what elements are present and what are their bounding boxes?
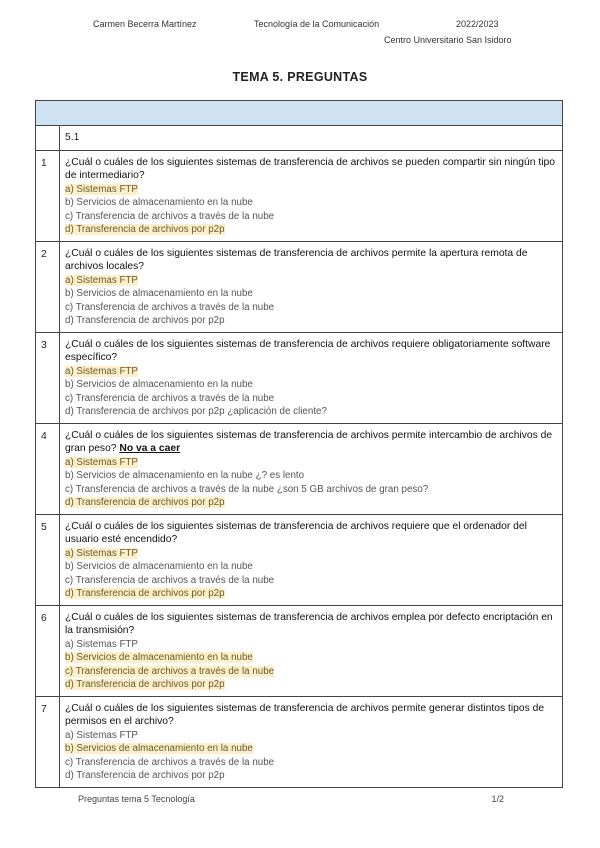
question-text-content: ¿Cuál o cuáles de los siguientes sistemas de transferencia de archivos requiere obligatoriamente software específico?: [65, 338, 551, 363]
answer-option-highlighted: c) Transferencia de archivos a través de la nube: [65, 665, 275, 677]
answer-option: c) Transferencia de archivos a través de la nube: [65, 392, 275, 404]
question-text-content: ¿Cuál o cuáles de los siguientes sistemas de transferencia de archivos permite intercambio de archivos de gran peso?: [65, 429, 553, 454]
question-text: [65, 156, 558, 183]
question-row: [36, 514, 563, 605]
header-subject: Tecnología de la Comunicación: [254, 19, 380, 29]
answer-option-highlighted: a) Sistemas FTP: [65, 274, 138, 286]
question-row: [36, 150, 563, 241]
answer-option-highlighted: a) Sistemas FTP: [65, 456, 138, 468]
question-text: [65, 338, 558, 365]
section-label: 5.1: [60, 126, 563, 151]
answer-option: c) Transferencia de archivos a través de la nube ¿son 5 GB archivos de gran peso?: [65, 483, 429, 495]
section-row: [36, 126, 563, 151]
answer-option: b) Servicios de almacenamiento en la nube: [65, 379, 253, 390]
answer-option: c) Transferencia de archivos a través de la nube: [65, 756, 275, 768]
answer-option: d) Transferencia de archivos por p2p: [65, 315, 225, 326]
answer-option-highlighted: d) Transferencia de archivos por p2p: [65, 224, 225, 235]
question-number: 4: [36, 423, 60, 514]
question-text: [65, 247, 558, 274]
answer-option: b) Servicios de almacenamiento en la nube: [65, 197, 253, 208]
question-number: 1: [36, 150, 60, 241]
question-text-content: ¿Cuál o cuáles de los siguientes sistemas de transferencia de archivos emplea por defecto encriptación en la transmisión?: [65, 611, 553, 636]
question-text-content: ¿Cuál o cuáles de los siguientes sistemas de transferencia de archivos permite generar distintos tipos de permisos en el archivo?: [65, 702, 545, 727]
answer-option: b) Servicios de almacenamiento en la nube: [65, 288, 253, 299]
answer-option-highlighted: a) Sistemas FTP: [65, 183, 138, 195]
question-text-content: ¿Cuál o cuáles de los siguientes sistemas de transferencia de archivos se pueden compartir sin ningún tipo de intermediario?: [65, 156, 555, 181]
question-number: 7: [36, 696, 60, 787]
question-text-content: ¿Cuál o cuáles de los siguientes sistemas de transferencia de archivos requiere que el ordenador del usuario esté encendido?: [65, 520, 527, 545]
header-author: Carmen Becerra Martínez: [93, 19, 197, 29]
answer-option-highlighted: a) Sistemas FTP: [65, 547, 138, 559]
questions-table: [35, 100, 563, 788]
answer-option-highlighted: d) Transferencia de archivos por p2p: [65, 679, 225, 690]
answer-option-highlighted: a) Sistemas FTP: [65, 365, 138, 377]
question-text: [65, 702, 558, 729]
table-header-row: [36, 101, 563, 126]
answer-option: d) Transferencia de archivos por p2p ¿aplicación de cliente?: [65, 406, 327, 417]
page-title: TEMA 5. PREGUNTAS: [232, 70, 368, 84]
question-row: [36, 423, 563, 514]
header-center: Centro Universitario San Isidoro: [384, 35, 512, 45]
footer-label: Preguntas tema 5 Tecnología: [78, 793, 195, 804]
question-number: 3: [36, 332, 60, 423]
answer-option: c) Transferencia de archivos a través de la nube: [65, 210, 275, 222]
question-text: [65, 429, 558, 456]
question-text: [65, 611, 558, 638]
question-row: [36, 241, 563, 332]
answer-option: c) Transferencia de archivos a través de la nube: [65, 301, 275, 313]
answer-option: c) Transferencia de archivos a través de la nube: [65, 574, 275, 586]
question-number: 5: [36, 514, 60, 605]
answer-option-highlighted: d) Transferencia de archivos por p2p: [65, 497, 225, 508]
question-text-content: ¿Cuál o cuáles de los siguientes sistemas de transferencia de archivos permite la apertura remota de archivos locales?: [65, 247, 528, 272]
footer: [0, 788, 600, 810]
answer-option-highlighted: d) Transferencia de archivos por p2p: [65, 588, 225, 599]
page-number: 1/2: [491, 793, 504, 804]
answer-option-highlighted: b) Servicios de almacenamiento en la nube: [65, 652, 253, 663]
question-number: 2: [36, 241, 60, 332]
answer-option: b) Servicios de almacenamiento en la nube ¿? es lento: [65, 470, 305, 481]
question-text: [65, 520, 558, 547]
answer-option: b) Servicios de almacenamiento en la nube: [65, 561, 253, 572]
question-note: No va a caer: [119, 443, 181, 454]
question-row: [36, 605, 563, 696]
question-row: [36, 332, 563, 423]
answer-option-highlighted: b) Servicios de almacenamiento en la nube: [65, 743, 253, 754]
header-year: 2022/2023: [456, 19, 499, 29]
question-number: 6: [36, 605, 60, 696]
answer-option: a) Sistemas FTP: [65, 729, 138, 741]
answer-option: a) Sistemas FTP: [65, 638, 138, 650]
question-row: [36, 696, 563, 787]
answer-option: d) Transferencia de archivos por p2p: [65, 770, 225, 781]
